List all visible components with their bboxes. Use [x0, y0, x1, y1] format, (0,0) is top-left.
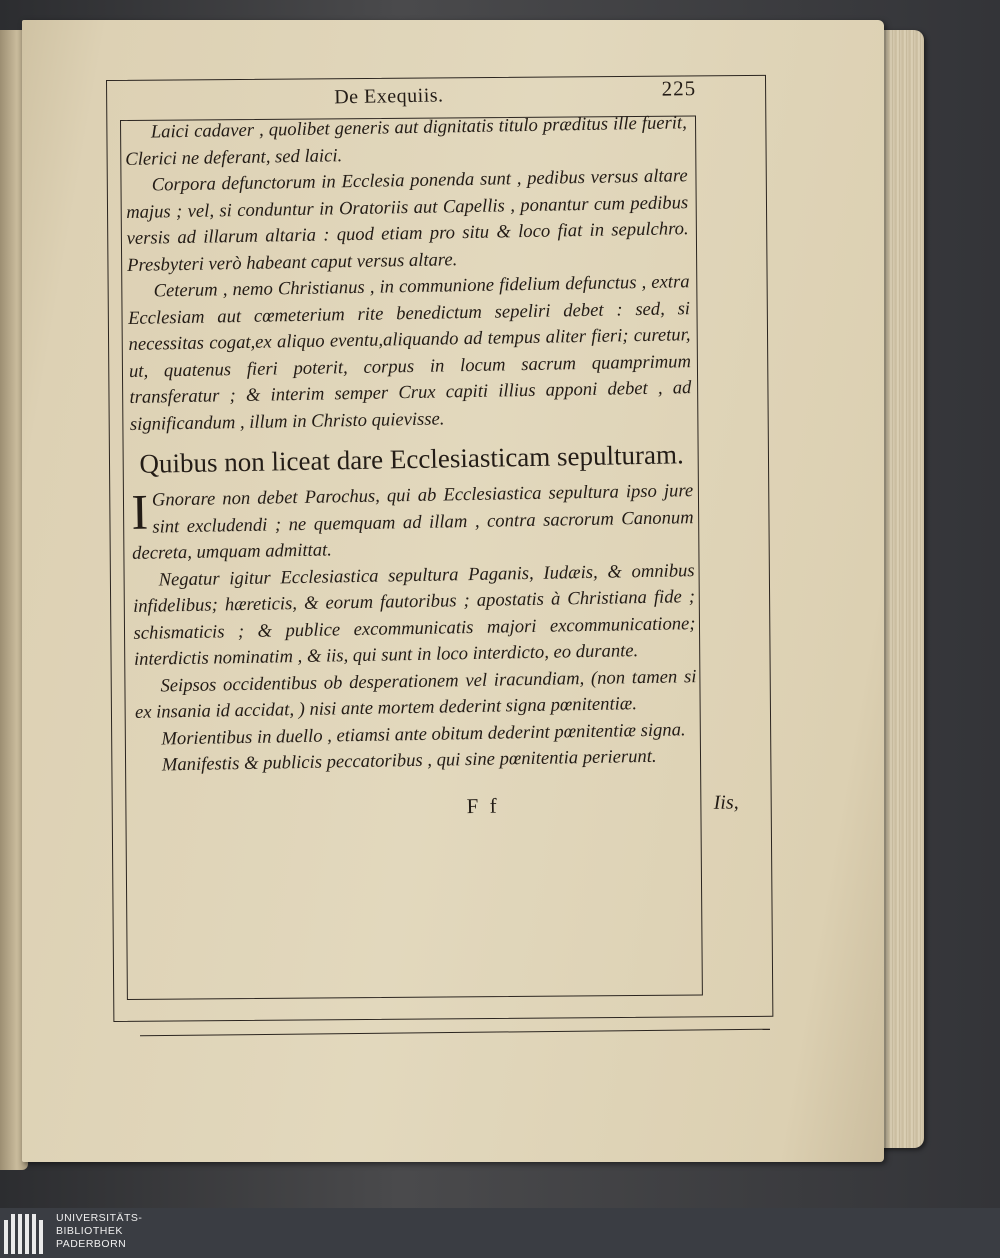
paragraph: Seipsos occidentibus ob desperationem vel iracundiam, (non tamen si ex insania id accidat, ) nisi ante mortem dederint signa pœnitentiæ.	[134, 665, 697, 723]
paragraph: Laici cadaver , quolibet generis aut dignitatis titulo præditus ille fuerit, Clerici ne deferant, sed laici.	[125, 112, 687, 170]
paragraph-first	[131, 478, 694, 567]
paragraph: Morientibus in duello , etiamsi ante obitum dederint pœnitentiæ signa.	[161, 718, 686, 749]
catchword: Iis,	[713, 790, 739, 814]
library-name-line: UNIVERSITÄTS-	[56, 1212, 143, 1224]
running-head: De Exequiis.	[334, 84, 444, 109]
page-text	[124, 74, 739, 825]
library-name-line: BIBLIOTHEK	[56, 1225, 123, 1237]
signature-mark: F f	[466, 793, 500, 818]
drop-cap: I	[130, 483, 149, 540]
paragraph: Corpora defunctorum in Ecclesia ponenda sunt , pedibus versus altare majus ; vel, si conduntur in Oratoriis aut Capellis , ponantur cum pedibus versis ad illarum altaria : quod etiam pro situ & loco fiat in sepulchro. Presbyteri verò habeant caput versus altare.	[126, 165, 689, 276]
paragraph: Manifestis & publicis peccatoribus , qui sine pœnitentia perierunt.	[161, 745, 657, 776]
paragraph-first-text: Gnorare non debet Parochus, qui ab Ecclesiastica sepultura ipso jure sint excludendi ; ne quemquam ad illam , contra sacrorum Canonum decreta, umquam admittat.	[132, 480, 694, 564]
page-number: 225	[661, 76, 697, 101]
library-name-line: PADERBORN	[56, 1238, 127, 1250]
library-bar	[0, 1208, 1000, 1258]
library-logo-icon	[4, 1214, 46, 1254]
paragraph: Ceterum , nemo Christianus , in communione fidelium defunctus , extra Ecclesiam aut cœmeterium rite benedictum sepeliri debet : sed, si necessitas cogat,ex aliquo eventu,aliquando ad tempus aliter fieri; curetur, ut, quatenus fieri poterit, corpus in locum sacrum quamprimum transferatur ; & interim semper Crux capiti illius apponi debet , ad significandum , illum in Christo quievisse.	[127, 271, 692, 435]
section-heading: Quibus non liceat dare Ecclesiasticam sepulturam.	[139, 439, 684, 479]
paragraph: Negatur igitur Ecclesiastica sepultura Paganis, Iudæis, & omnibus infidelibus; hæreticis, & eorum fautoribus ; apostatis à Christiana fide ; schismaticis ; & publice excommunicatis majori excommunicatione; interdictis nominatim , & iis, qui sunt in loco interdicto, eo durante.	[132, 559, 696, 670]
library-name	[56, 1212, 142, 1251]
